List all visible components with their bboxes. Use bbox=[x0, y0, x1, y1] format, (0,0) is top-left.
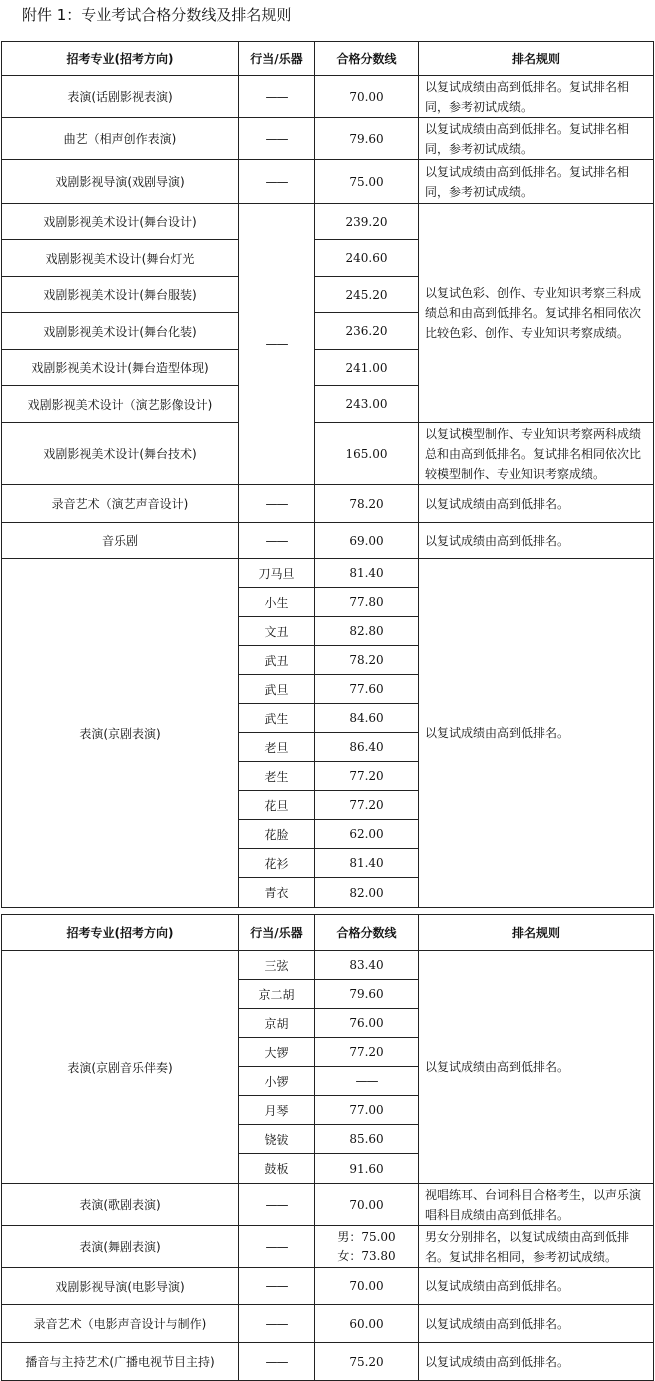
rule-cell: 以复试模型制作、专业知识考察两科成绩总和由高到低排名。复试排名相同依次比较模型制作、专业知识考察成绩。 bbox=[419, 423, 654, 485]
score-cell: 79.60 bbox=[315, 118, 419, 160]
table-row bbox=[2, 1184, 654, 1226]
score-cell: 75.20 bbox=[315, 1343, 419, 1381]
major-cell: 曲艺（相声创作表演) bbox=[2, 118, 239, 160]
score-table-2 bbox=[1, 914, 654, 1381]
major-cell: 戏剧影视导演(戏剧导演) bbox=[2, 160, 239, 204]
role-cell: 京二胡 bbox=[239, 980, 315, 1009]
score-cell: 85.60 bbox=[315, 1125, 419, 1154]
table-row bbox=[2, 76, 654, 118]
role-cell: 刀马旦 bbox=[239, 559, 315, 588]
role-cell: 武旦 bbox=[239, 675, 315, 704]
role-cell: 花脸 bbox=[239, 820, 315, 849]
score-cell: 76.00 bbox=[315, 1009, 419, 1038]
score-cell bbox=[315, 1226, 419, 1268]
table-row bbox=[2, 1268, 654, 1305]
table-row bbox=[2, 485, 654, 523]
header-major: 招考专业(招考方向) bbox=[2, 915, 239, 951]
role-cell: 鼓板 bbox=[239, 1154, 315, 1184]
score-cell: —— bbox=[315, 1067, 419, 1096]
score-cell: 77.60 bbox=[315, 675, 419, 704]
score-cell: 82.80 bbox=[315, 617, 419, 646]
role-cell: 铙钹 bbox=[239, 1125, 315, 1154]
score-cell: 78.20 bbox=[315, 646, 419, 675]
header-major: 招考专业(招考方向) bbox=[2, 42, 239, 76]
score-cell: 241.00 bbox=[315, 350, 419, 386]
rule-cell: 以复试成绩由高到低排名。 bbox=[419, 1343, 654, 1381]
role-cell: 老生 bbox=[239, 762, 315, 791]
score-cell: 82.00 bbox=[315, 878, 419, 908]
role-cell: —— bbox=[239, 523, 315, 559]
rule-cell: 视唱练耳、台词科目合格考生，以声乐演唱科目成绩由高到低排名。 bbox=[419, 1184, 654, 1226]
rule-cell: 以复试成绩由高到低排名。 bbox=[419, 523, 654, 559]
role-cell: —— bbox=[239, 204, 315, 485]
score-cell: 239.20 bbox=[315, 204, 419, 240]
role-cell: 武生 bbox=[239, 704, 315, 733]
table-row bbox=[2, 1226, 654, 1268]
rule-cell: 以复试成绩由高到低排名。 bbox=[419, 559, 654, 908]
role-cell: —— bbox=[239, 1268, 315, 1305]
score-cell: 81.40 bbox=[315, 849, 419, 878]
major-cell: 播音与主持艺术(广播电视节目主持) bbox=[2, 1343, 239, 1381]
score-cell: 77.20 bbox=[315, 1038, 419, 1067]
score-cell: 86.40 bbox=[315, 733, 419, 762]
role-cell: 京胡 bbox=[239, 1009, 315, 1038]
table-row bbox=[2, 160, 654, 204]
table-row bbox=[2, 523, 654, 559]
role-cell: 三弦 bbox=[239, 951, 315, 980]
role-cell: —— bbox=[239, 1305, 315, 1343]
role-cell: 月琴 bbox=[239, 1096, 315, 1125]
header-rule: 排名规则 bbox=[419, 915, 654, 951]
role-cell: —— bbox=[239, 1343, 315, 1381]
major-cell: 表演(舞剧表演) bbox=[2, 1226, 239, 1268]
table-row bbox=[2, 1305, 654, 1343]
major-cell: 录音艺术（电影声音设计与制作) bbox=[2, 1305, 239, 1343]
score-cell: 62.00 bbox=[315, 820, 419, 849]
major-cell: 戏剧影视美术设计（演艺影像设计) bbox=[2, 386, 239, 423]
score-cell: 83.40 bbox=[315, 951, 419, 980]
major-cell: 表演(话剧影视表演) bbox=[2, 76, 239, 118]
score-cell: 77.20 bbox=[315, 762, 419, 791]
role-cell: —— bbox=[239, 1226, 315, 1268]
rule-cell: 男女分别排名，以复试成绩由高到低排名。复试排名相同，参考初试成绩。 bbox=[419, 1226, 654, 1268]
major-cell: 戏剧影视美术设计(舞台化装) bbox=[2, 313, 239, 350]
major-cell: 表演(歌剧表演) bbox=[2, 1184, 239, 1226]
score-cell: 79.60 bbox=[315, 980, 419, 1009]
score-cell: 75.00 bbox=[315, 160, 419, 204]
role-cell: 大锣 bbox=[239, 1038, 315, 1067]
role-cell: 武丑 bbox=[239, 646, 315, 675]
score-female: 女：73.80 bbox=[337, 1248, 396, 1263]
rule-cell: 以复试成绩由高到低排名。复试排名相同，参考初试成绩。 bbox=[419, 76, 654, 118]
score-cell: 70.00 bbox=[315, 1268, 419, 1305]
score-cell: 70.00 bbox=[315, 1184, 419, 1226]
score-table-1 bbox=[1, 41, 654, 908]
role-cell: —— bbox=[239, 160, 315, 204]
role-cell: —— bbox=[239, 1184, 315, 1226]
table-row bbox=[2, 1343, 654, 1381]
score-cell: 81.40 bbox=[315, 559, 419, 588]
table-row bbox=[2, 951, 654, 980]
header-role: 行当/乐器 bbox=[239, 42, 315, 76]
header-score: 合格分数线 bbox=[315, 42, 419, 76]
table-row bbox=[2, 204, 654, 240]
major-cell: 音乐剧 bbox=[2, 523, 239, 559]
role-cell: 花旦 bbox=[239, 791, 315, 820]
score-cell: 70.00 bbox=[315, 76, 419, 118]
role-cell: 小锣 bbox=[239, 1067, 315, 1096]
role-cell: 花衫 bbox=[239, 849, 315, 878]
score-cell: 240.60 bbox=[315, 240, 419, 277]
header-rule: 排名规则 bbox=[419, 42, 654, 76]
major-cell: 表演(京剧音乐伴奏) bbox=[2, 951, 239, 1184]
table-row bbox=[2, 559, 654, 588]
rule-cell: 以复试成绩由高到低排名。复试排名相同，参考初试成绩。 bbox=[419, 160, 654, 204]
role-cell: 老旦 bbox=[239, 733, 315, 762]
major-cell: 戏剧影视美术设计(舞台造型体现) bbox=[2, 350, 239, 386]
role-cell: 青衣 bbox=[239, 878, 315, 908]
rule-cell: 以复试成绩由高到低排名。 bbox=[419, 1305, 654, 1343]
page-title: 附件 1：专业考试合格分数线及排名规则 bbox=[22, 6, 292, 24]
score-cell: 60.00 bbox=[315, 1305, 419, 1343]
score-cell: 165.00 bbox=[315, 423, 419, 485]
score-cell: 77.20 bbox=[315, 791, 419, 820]
table-header-row bbox=[2, 42, 654, 76]
role-cell: —— bbox=[239, 76, 315, 118]
rule-cell: 以复试成绩由高到低排名。 bbox=[419, 951, 654, 1184]
score-cell: 245.20 bbox=[315, 277, 419, 313]
score-cell: 77.00 bbox=[315, 1096, 419, 1125]
rule-cell: 以复试成绩由高到低排名。 bbox=[419, 485, 654, 523]
rule-cell: 以复试成绩由高到低排名。 bbox=[419, 1268, 654, 1305]
table-row bbox=[2, 118, 654, 160]
header-score: 合格分数线 bbox=[315, 915, 419, 951]
score-cell: 91.60 bbox=[315, 1154, 419, 1184]
major-cell: 戏剧影视美术设计(舞台服装) bbox=[2, 277, 239, 313]
score-cell: 69.00 bbox=[315, 523, 419, 559]
table-header-row bbox=[2, 915, 654, 951]
score-cell: 78.20 bbox=[315, 485, 419, 523]
score-cell: 243.00 bbox=[315, 386, 419, 423]
score-cell: 236.20 bbox=[315, 313, 419, 350]
role-cell: —— bbox=[239, 485, 315, 523]
role-cell: 小生 bbox=[239, 588, 315, 617]
role-cell: —— bbox=[239, 118, 315, 160]
major-cell: 表演(京剧表演) bbox=[2, 559, 239, 908]
score-cell: 77.80 bbox=[315, 588, 419, 617]
role-cell: 文丑 bbox=[239, 617, 315, 646]
major-cell: 戏剧影视导演(电影导演) bbox=[2, 1268, 239, 1305]
rule-cell: 以复试成绩由高到低排名。复试排名相同，参考初试成绩。 bbox=[419, 118, 654, 160]
major-cell: 戏剧影视美术设计(舞台设计) bbox=[2, 204, 239, 240]
score-male: 男：75.00 bbox=[337, 1229, 396, 1244]
header-role: 行当/乐器 bbox=[239, 915, 315, 951]
score-cell: 84.60 bbox=[315, 704, 419, 733]
rule-cell: 以复试色彩、创作、专业知识考察三科成绩总和由高到低排名。复试排名相同依次比较色彩、创作、专业知识考察成绩。 bbox=[419, 204, 654, 423]
major-cell: 录音艺术（演艺声音设计) bbox=[2, 485, 239, 523]
table-row bbox=[2, 423, 654, 485]
major-cell: 戏剧影视美术设计(舞台灯光 bbox=[2, 240, 239, 277]
major-cell: 戏剧影视美术设计(舞台技术) bbox=[2, 423, 239, 485]
